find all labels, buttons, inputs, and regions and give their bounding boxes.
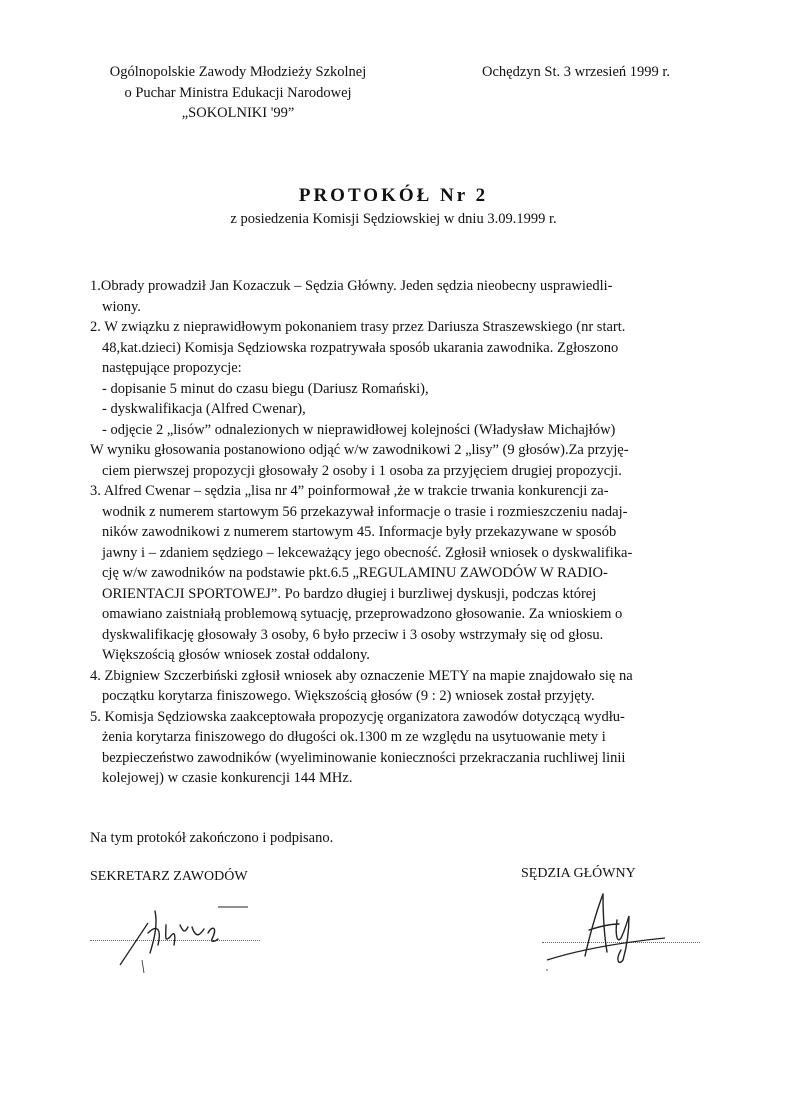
body-line: - odjęcie 2 „lisów” odnalezionych w nieprawidłowej kolejności (Władysław Michajłów) bbox=[102, 421, 616, 438]
body-line: - dopisanie 5 minut do czasu biegu (Dariusz Romański), bbox=[102, 380, 429, 397]
body-line: ORIENTACJI SPORTOWEJ”. Po bardzo długiej i burzliwej dyskusji, podczas której bbox=[102, 585, 597, 602]
body-line: - dyskwalifikacja (Alfred Cwenar), bbox=[102, 401, 306, 417]
place-date: Ochędzyn St. 3 wrzesień 1999 r. bbox=[482, 64, 671, 80]
body-line: wiony. bbox=[102, 298, 141, 315]
body-line: 1.Obrady prowadził Jan Kozaczuk – Sędzia Główny. Jeden sędzia nieobecny usprawiedli- bbox=[90, 278, 613, 294]
organizer-line-1: Ogólnopolskie Zawody Młodzieży Szkolnej bbox=[109, 64, 367, 80]
body-line: 4. Zbigniew Szczerbiński zgłosił wniosek aby oznaczenie METY na mapie znajdowało się na bbox=[90, 667, 633, 684]
body-line: początku korytarza finiszowego. Większością głosów (9 : 2) wniosek został przyjęty. bbox=[102, 688, 595, 704]
body-line: ciem pierwszej propozycji głosowały 2 osoby i 1 osoba za przyjęciem drugiej propozycji. bbox=[102, 462, 622, 479]
body-line: dyskwalifikację głosowały 3 osoby, 6 było przeciw i 3 osoby wstrzymały się od głosu. bbox=[102, 626, 604, 643]
organizer-line-2: o Puchar Ministra Edukacji Narodowej bbox=[124, 84, 352, 101]
body-line: omawiano zaistniałą problemową sytuację, przeprowadzono głosowanie. Za wnioskiem o bbox=[102, 606, 623, 622]
body-line: 48,kat.dzieci) Komisja Sędziowska rozpatrywała sposób ukarania zawodnika. Zgłoszono bbox=[102, 339, 619, 356]
organizer-block bbox=[88, 62, 388, 124]
body-line: żenia korytarza finiszowego do długości ok.1300 m ze względu na usytuowanie mety i bbox=[102, 729, 606, 745]
body-line: jawny i – zdaniem sędziego – lekceważący jego obecność. Zgłosił wniosek o dyskwalifika- bbox=[102, 544, 633, 561]
secretary-title: SEKRETARZ ZAWODÓW bbox=[90, 869, 248, 884]
body-line: kolejowej) w czasie konkurencji 144 MHz. bbox=[102, 770, 353, 786]
body-line: ników zawodnikowi z numerem startowym 45. Informacje były przekazywane w sposób bbox=[102, 524, 617, 540]
document-subtitle: z posiedzenia Komisji Sędziowskiej w dniu 3.09.1999 r. bbox=[230, 211, 557, 227]
body-line: bezpieczeństwo zawodników (wyeliminowanie konieczności przekraczania ruchliwej linii bbox=[102, 749, 626, 766]
body-line: W wyniku głosowania postanowiono odjąć w/w zawodnikowi 2 „lisy” (9 głosów).Za przyję- bbox=[90, 442, 629, 458]
document-title: PROTOKÓŁ Nr 2 bbox=[298, 185, 489, 206]
body-line: następujące propozycje: bbox=[102, 360, 242, 376]
body-line: cję w/w zawodników na podstawie pkt.6.5 „REGULAMINU ZAWODÓW W RADIO- bbox=[102, 565, 608, 581]
body-line: 2. W związku z nieprawidłowym pokonaniem trasy przez Dariusza Straszewskiego (nr start. bbox=[90, 319, 626, 335]
chief-judge-signature-icon bbox=[545, 890, 695, 975]
body-line: wodnik z numerem startowym 56 przekazywał informacje o trasie i rozmieszczeniu nadaj- bbox=[102, 503, 628, 520]
organizer-line-3: „SOKOLNIKI '99” bbox=[181, 105, 295, 121]
secretary-signature-icon bbox=[100, 895, 270, 975]
body-line: Większością głosów wniosek został oddalony. bbox=[102, 647, 370, 663]
closing-statement: Na tym protokół zakończono i podpisano. bbox=[90, 830, 334, 846]
protocol-body bbox=[90, 276, 700, 789]
body-line: 5. Komisja Sędziowska zaakceptowała propozycję organizatora zawodów dotyczącą wydłu- bbox=[90, 708, 625, 725]
chief-judge-title: SĘDZIA GŁÓWNY bbox=[521, 866, 636, 881]
body-line: 3. Alfred Cwenar – sędzia „lisa nr 4” poinformował ,że w trakcie trwania konkurencji za- bbox=[90, 483, 609, 499]
